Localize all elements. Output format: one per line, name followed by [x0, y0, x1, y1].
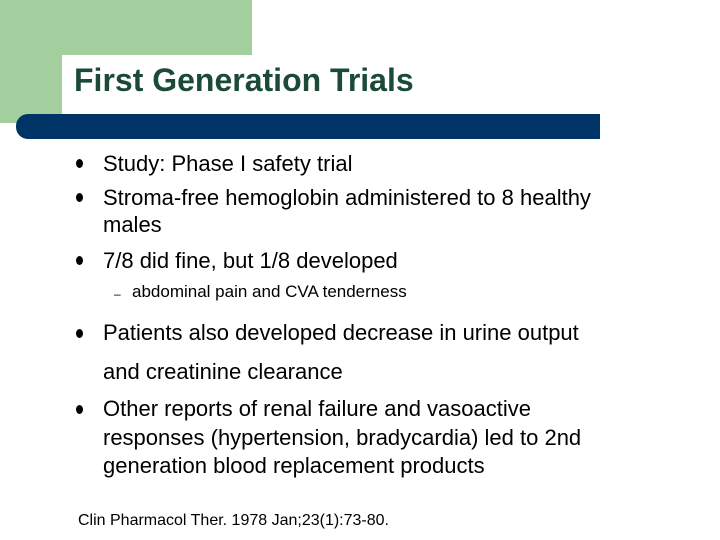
- bullet-text: Stroma-free hemoglobin administered to 8 healthy: [103, 185, 591, 210]
- bullet-dot: [76, 405, 83, 414]
- bullet-text-continuation: responses (hypertension, bradycardia) led to 2nd: [103, 425, 582, 450]
- bullet-dot: [76, 193, 83, 202]
- bullet-text-continuation: generation blood replacement products: [103, 453, 485, 478]
- bullet-text-continuation: males: [103, 212, 162, 237]
- bullet-text: Patients also developed decrease in urine output: [103, 320, 579, 345]
- bullet-text-continuation: and creatinine clearance: [103, 359, 343, 384]
- citation: Clin Pharmacol Ther. 1978 Jan;23(1):73-80.: [78, 512, 389, 529]
- sub-bullet-dash: –: [114, 287, 121, 301]
- sub-bullet-text: abdominal pain and CVA tenderness: [132, 282, 407, 301]
- bullet-dot: [76, 159, 83, 168]
- bullet-dot: [76, 256, 83, 265]
- title-rule-bar: [16, 114, 600, 139]
- bullet-dot: [76, 329, 83, 338]
- bullet-text: 7/8 did fine, but 1/8 developed: [103, 248, 398, 273]
- bullet-text: Study: Phase I safety trial: [103, 151, 353, 176]
- slide-title: First Generation Trials: [74, 62, 414, 98]
- bullet-text: Other reports of renal failure and vasoactive: [103, 396, 532, 421]
